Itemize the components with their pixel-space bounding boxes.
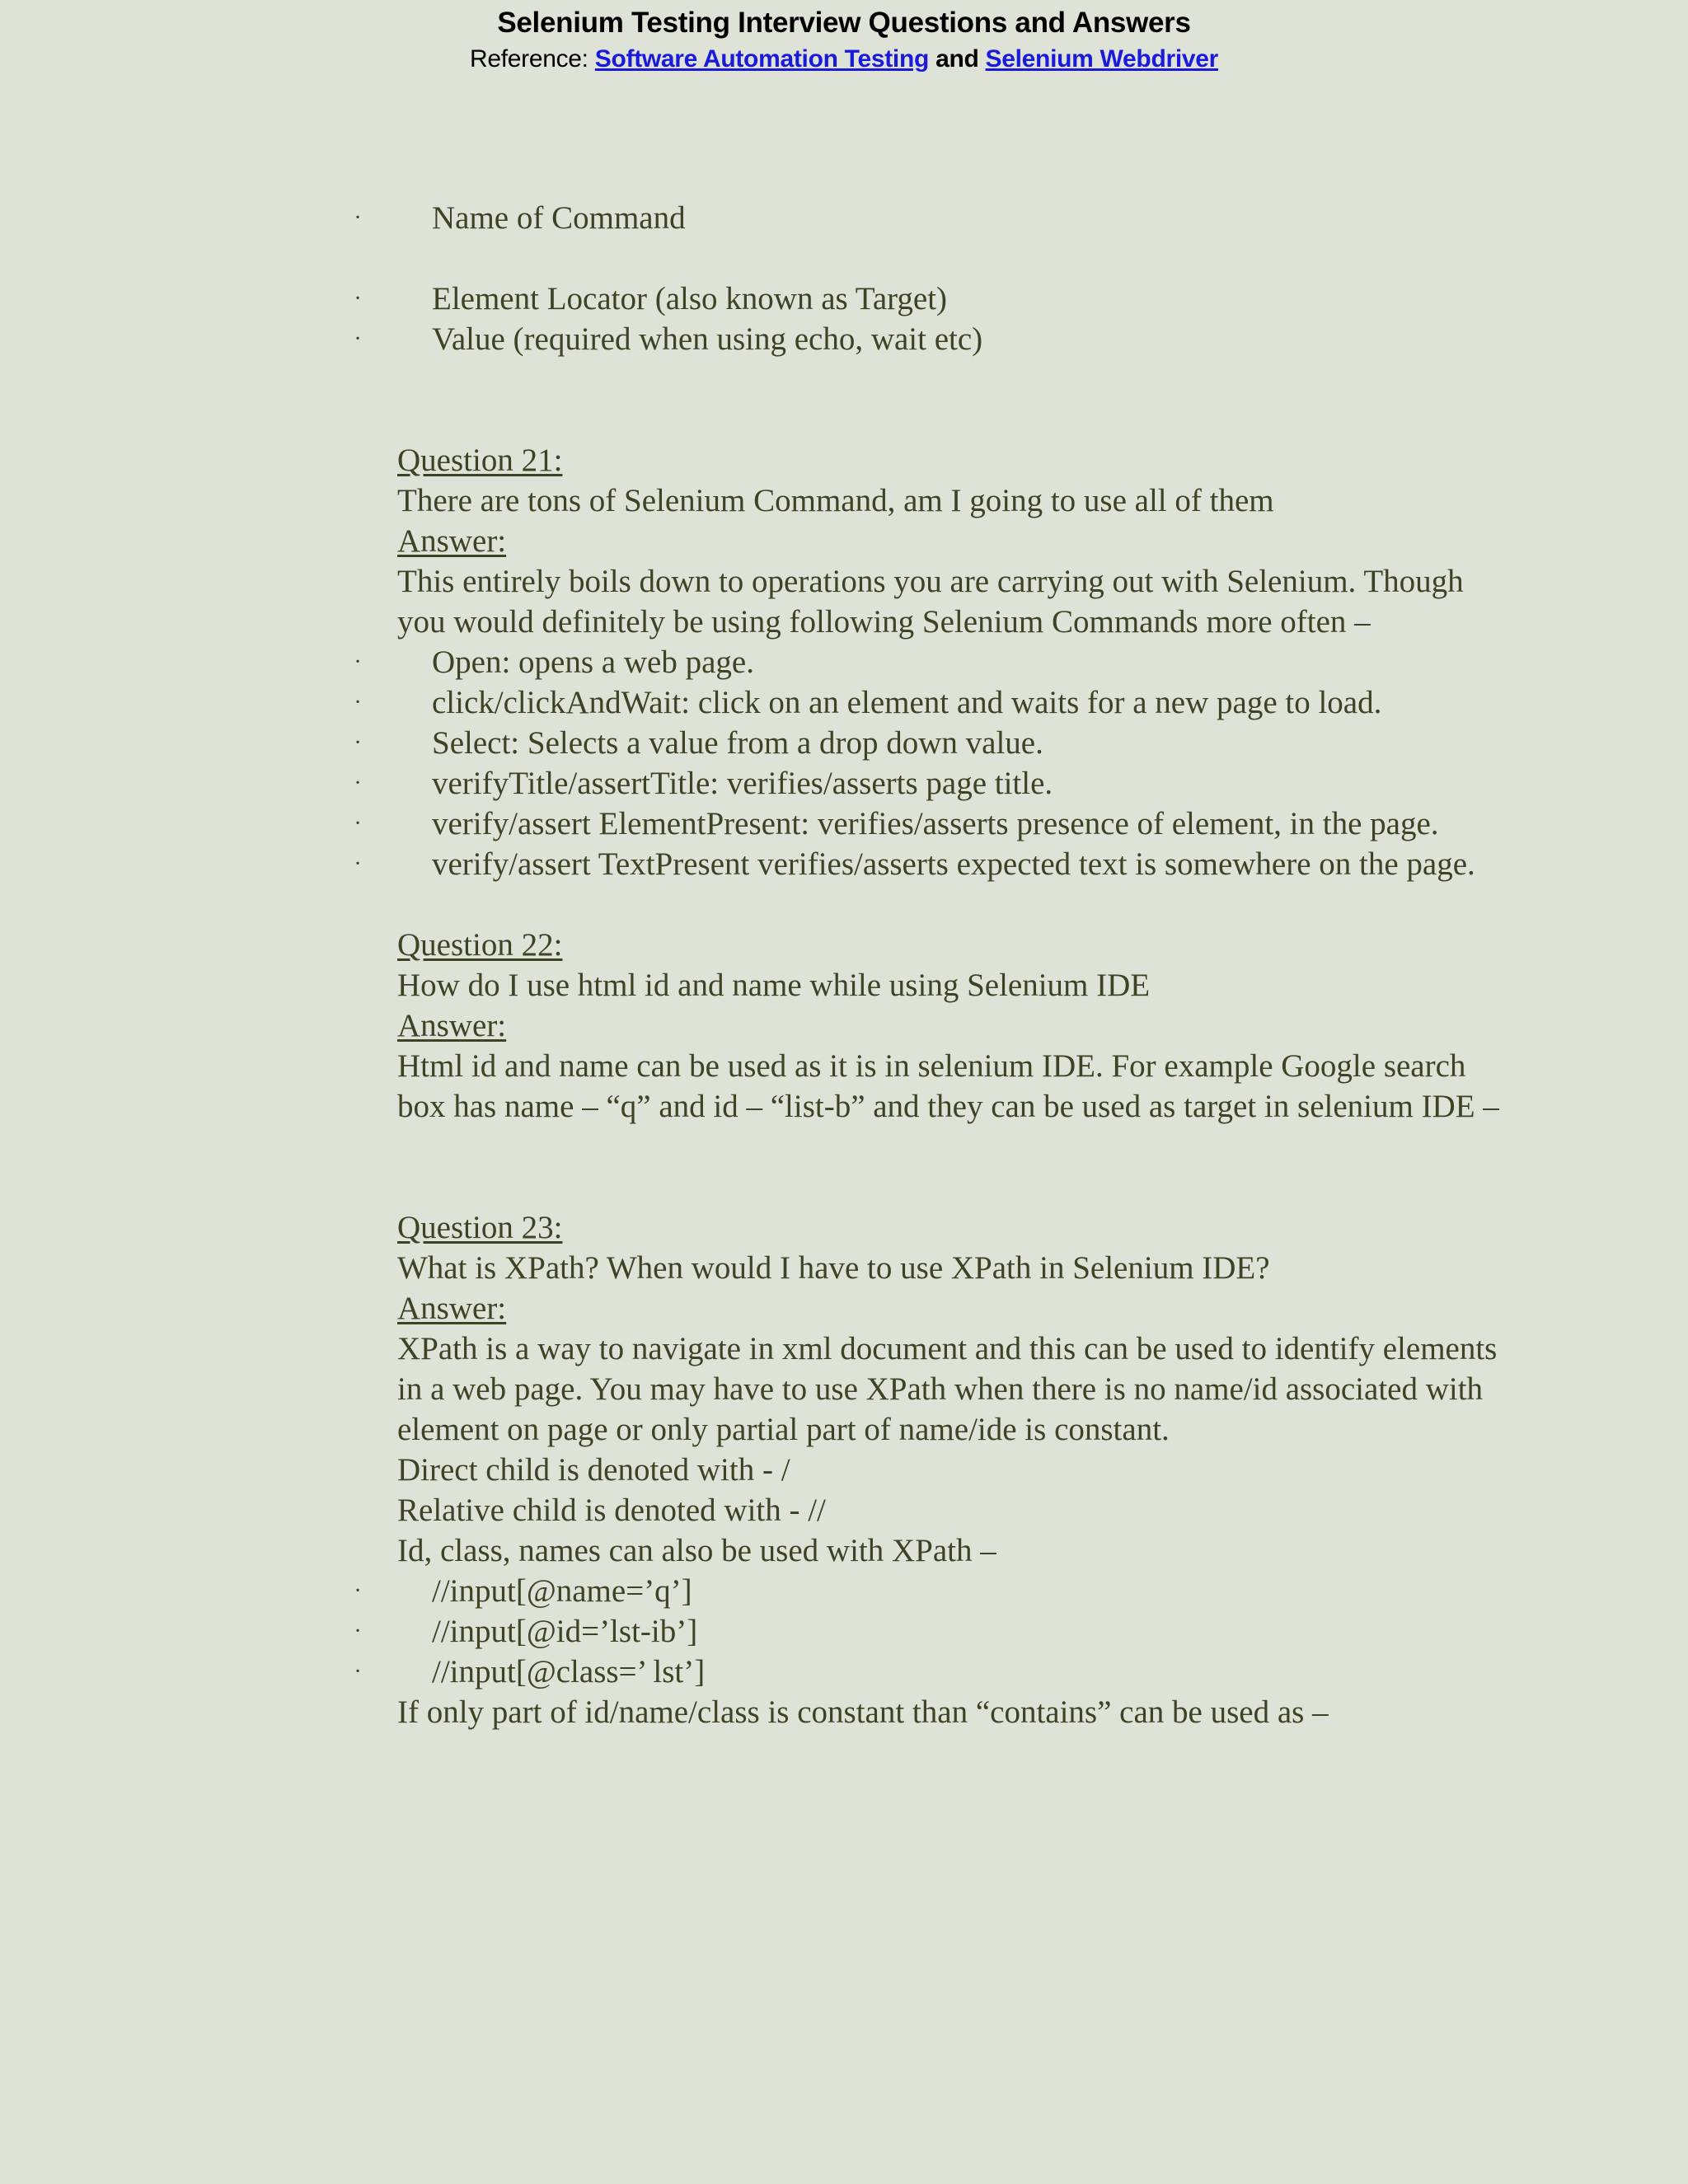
answer-text: Html id and name can be used as it is in selenium IDE. For example Google search box has name – “q” and id – “list-b” and they can be used as target in selenium IDE – — [397, 1048, 1499, 1124]
bullet-icon: · — [354, 851, 362, 877]
reference-and: and — [935, 45, 979, 73]
list-item-text: Element Locator (also known as Target) — [432, 281, 948, 316]
bullet-icon: · — [354, 1578, 362, 1604]
bullet-icon: · — [354, 690, 362, 715]
list-item — [354, 763, 1502, 804]
xpath-direct-child-line: Direct child is denoted with - / — [397, 1452, 790, 1488]
bullet-icon: · — [354, 205, 362, 231]
list-item — [354, 1571, 1502, 1611]
answer-label: Answer: — [397, 523, 507, 559]
list-item — [354, 804, 1502, 844]
bullet-icon: · — [354, 1659, 362, 1685]
question-text: There are tons of Selenium Command, am I going to use all of them — [397, 483, 1274, 518]
answer-label: Answer: — [397, 1291, 507, 1326]
bullet-icon: · — [354, 811, 362, 837]
document-body — [354, 198, 1506, 1732]
list-item-text: //input[@name=’q’] — [432, 1573, 692, 1609]
answer-text: XPath is a way to navigate in xml document and this can be used to identify elements in a web page. You may have to use XPath when there is no name/id associated with element on page or only partial part of name/ide is constant. — [397, 1331, 1506, 1447]
answer-label: Answer: — [397, 1008, 507, 1043]
list-item — [354, 723, 1502, 763]
software-automation-testing-link[interactable]: Software Automation Testing — [594, 45, 930, 73]
list-item — [354, 1611, 1502, 1652]
list-item — [354, 1652, 1502, 1692]
xpath-contains-line: If only part of id/name/class is constant than “contains” can be used as – — [397, 1694, 1329, 1730]
xpath-attributes-line: Id, class, names can also be used with XPath – — [397, 1533, 996, 1568]
question-label: Question 21: — [397, 443, 563, 478]
list-item-text: click/clickAndWait: click on an element and waits for a new page to load. — [432, 685, 1382, 720]
answer-text: This entirely boils down to operations you are carrying out with Selenium. Though you would definitely be using following Selenium Commands more often – — [397, 564, 1472, 640]
list-item-text: verify/assert ElementPresent: verifies/asserts presence of element, in the page. — [432, 806, 1439, 841]
list-item-text: verify/assert TextPresent verifies/asserts expected text is somewhere on the page. — [432, 846, 1475, 882]
bullet-icon: · — [354, 1619, 362, 1644]
bullet-icon: · — [354, 771, 362, 796]
list-item-text: Open: opens a web page. — [432, 644, 754, 680]
question-label: Question 22: — [397, 927, 563, 963]
list-item — [354, 319, 1502, 359]
list-item — [354, 844, 1502, 884]
xpath-relative-child-line: Relative child is denoted with - // — [397, 1493, 826, 1528]
bullet-icon: · — [354, 286, 362, 312]
question-23-section — [354, 1207, 1506, 1732]
list-item — [354, 279, 1502, 319]
list-item — [354, 642, 1502, 682]
list-item-text: verifyTitle/assertTitle: verifies/asserts page title. — [432, 766, 1053, 801]
list-item-text: Value (required when using echo, wait etc) — [432, 321, 983, 357]
document-title: Selenium Testing Interview Questions and Answers — [497, 7, 1191, 39]
list-item-text: Select: Selects a value from a drop down value. — [432, 725, 1043, 761]
question-22-section — [397, 925, 1502, 1127]
list-item — [354, 198, 1502, 238]
question-text: How do I use html id and name while using Selenium IDE — [397, 968, 1151, 1003]
document-header — [0, 0, 1688, 76]
reference-line — [0, 43, 1688, 76]
bullet-icon: · — [354, 730, 362, 756]
list-item — [354, 682, 1502, 723]
command-parts-list — [354, 198, 1502, 359]
bullet-icon: · — [354, 326, 362, 352]
reference-prefix: Reference: — [469, 45, 595, 73]
list-item-text: //input[@class=’ lst’] — [432, 1654, 706, 1690]
bullet-icon: · — [354, 649, 362, 675]
list-item-text: //input[@id=’lst-ib’] — [432, 1614, 698, 1649]
question-label: Question 23: — [397, 1210, 563, 1245]
list-item-text: Name of Command — [432, 200, 686, 236]
selenium-webdriver-link[interactable]: Selenium Webdriver — [985, 45, 1219, 73]
question-text: What is XPath? When would I have to use XPath in Selenium IDE? — [397, 1250, 1270, 1286]
question-21-section — [354, 440, 1502, 884]
